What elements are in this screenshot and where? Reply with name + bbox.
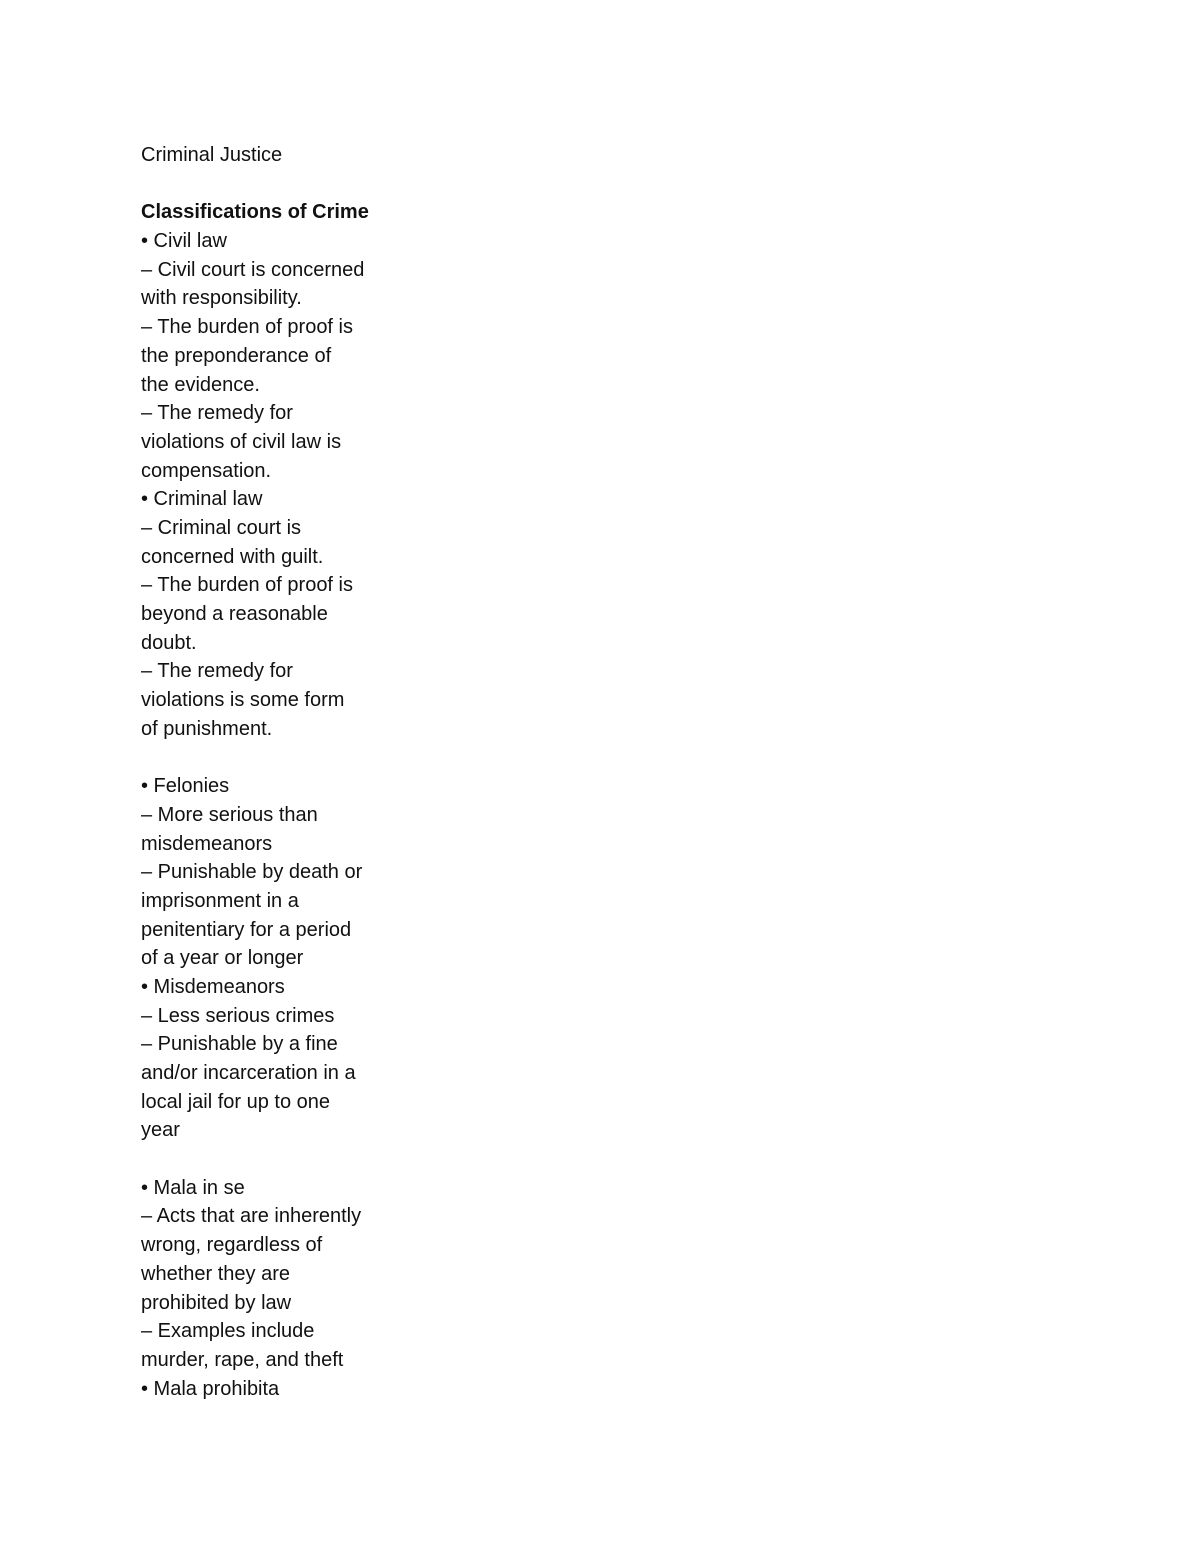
text-line: penitentiary for a period [141,918,352,941]
text-line: murder, rape, and theft [141,1348,344,1371]
text-line: year [141,1119,180,1142]
text-line: – Civil court is concerned [141,258,365,281]
text-line: misdemeanors [141,832,273,855]
block-civil-criminal-law [141,227,391,743]
text-line: – The burden of proof is [141,316,353,339]
text-line: – The remedy for [141,660,293,683]
text-line: and/or incarceration in a [141,1062,356,1084]
spacer [141,170,391,199]
block-mala-in-se-prohibita [141,1174,391,1404]
block-felonies-misdemeanors [141,772,391,1145]
text-line: concerned with guilt. [141,545,324,568]
spacer [141,1145,391,1174]
text-line: – The burden of proof is [141,574,353,597]
text-line: of a year or longer [141,947,304,970]
spacer [141,743,391,772]
text-line: local jail for up to one [141,1090,331,1113]
text-line: whether they are [141,1262,290,1285]
text-line: imprisonment in a [141,889,299,912]
text-line: – Acts that are inherently [141,1205,362,1228]
text-line: the preponderance of [141,344,332,367]
text-line: of punishment. [141,717,273,740]
text-line: beyond a reasonable [141,603,328,625]
text-line: doubt. [141,631,197,654]
document-title: Criminal Justice [141,144,283,166]
text-line: – The remedy for [141,402,293,425]
text-line: wrong, regardless of [141,1234,323,1257]
text-line: • Mala prohibita [141,1377,280,1400]
text-line: compensation. [141,459,272,482]
text-line: – More serious than [141,803,318,826]
section-heading: Classifications of Crime [141,201,369,224]
document-body [141,141,391,1403]
text-line: – Punishable by a fine [141,1033,338,1056]
text-line: the evidence. [141,373,260,396]
text-line: • Felonies [141,775,230,798]
text-line: • Mala in se [141,1176,245,1199]
text-line: violations of civil law is [141,430,342,453]
text-line: • Criminal law [141,488,263,511]
text-line: – Criminal court is [141,516,302,539]
text-line: – Punishable by death or [141,861,363,884]
text-line: prohibited by law [141,1291,292,1314]
text-line: – Less serious crimes [141,1004,335,1027]
text-line: violations is some form [141,689,345,712]
text-line: • Misdemeanors [141,975,285,998]
text-line: • Civil law [141,230,227,253]
text-line: – Examples include [141,1320,315,1343]
text-line: with responsibility. [141,287,302,310]
